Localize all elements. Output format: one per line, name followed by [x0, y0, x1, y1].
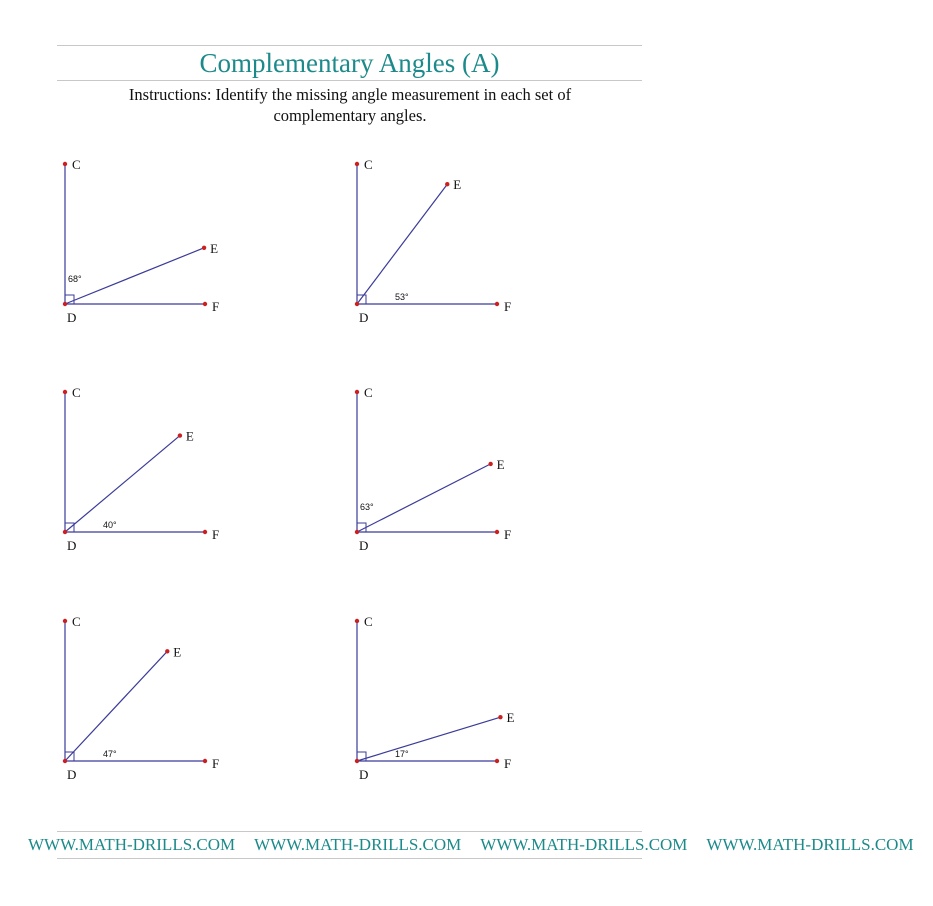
given-angle-label: 53°: [395, 292, 409, 302]
point-c: [63, 619, 67, 623]
point-d: [63, 759, 67, 763]
angle-problem-5: [63, 614, 219, 782]
point-e: [445, 182, 449, 186]
point-f: [203, 759, 207, 763]
angle-problem-4: [355, 385, 511, 553]
ray-de: [357, 464, 491, 532]
point-d: [355, 530, 359, 534]
label-c: C: [364, 614, 373, 629]
point-c: [355, 162, 359, 166]
point-f: [203, 530, 207, 534]
point-d: [355, 759, 359, 763]
point-f: [495, 302, 499, 306]
label-f: F: [212, 299, 220, 314]
footer-watermark-text: WWW.MATH-DRILLS.COM: [28, 835, 236, 854]
point-e: [178, 433, 182, 437]
ray-de: [65, 248, 204, 304]
point-f: [495, 759, 499, 763]
angle-problem-6: [355, 614, 515, 782]
point-c: [355, 390, 359, 394]
given-angle-label: 63°: [360, 502, 374, 512]
instructions: Instructions: Identify the missing angle measurement in each set of complementary angles.: [128, 85, 572, 125]
point-c: [63, 162, 67, 166]
label-d: D: [67, 767, 77, 782]
page-title: Complementary Angles (A): [199, 48, 500, 78]
label-f: F: [212, 527, 220, 542]
point-e: [488, 462, 492, 466]
footer-watermark-strip: [28, 833, 933, 857]
label-f: F: [212, 756, 220, 771]
label-d: D: [359, 767, 369, 782]
point-c: [355, 619, 359, 623]
label-f: F: [504, 756, 512, 771]
given-angle-label: 68°: [68, 274, 82, 284]
label-d: D: [67, 538, 77, 553]
label-e: E: [185, 428, 194, 444]
label-c: C: [364, 385, 373, 400]
footer-watermark-text: WWW.MATH-DRILLS.COM: [254, 835, 462, 854]
footer-watermark-text: WWW.MATH-DRILLS.COM: [706, 835, 914, 854]
angle-problem-1: [63, 157, 219, 325]
ray-de: [65, 436, 180, 532]
label-c: C: [72, 157, 81, 172]
footer-bottom-rule: [57, 858, 642, 859]
label-f: F: [504, 299, 512, 314]
given-angle-label: 40°: [103, 520, 117, 530]
point-e: [165, 649, 169, 653]
label-c: C: [72, 385, 81, 400]
point-f: [495, 530, 499, 534]
point-d: [355, 302, 359, 306]
footer-watermark-text: WWW.MATH-DRILLS.COM: [480, 835, 688, 854]
label-e: E: [173, 644, 182, 660]
angle-problem-2: [355, 157, 511, 325]
label-e: E: [453, 177, 462, 193]
point-e: [498, 715, 502, 719]
label-e: E: [496, 456, 505, 472]
ray-de: [65, 651, 167, 761]
point-c: [63, 390, 67, 394]
footer-watermark: [28, 833, 914, 857]
point-d: [63, 302, 67, 306]
given-angle-label: 47°: [103, 749, 117, 759]
label-d: D: [359, 538, 369, 553]
label-c: C: [72, 614, 81, 629]
label-c: C: [364, 157, 373, 172]
point-f: [203, 302, 207, 306]
label-e: E: [210, 240, 219, 256]
label-d: D: [359, 310, 369, 325]
label-e: E: [506, 710, 515, 726]
given-angle-label: 17°: [395, 749, 409, 759]
angle-problem-3: [63, 385, 219, 553]
point-d: [63, 530, 67, 534]
point-e: [202, 246, 206, 250]
label-d: D: [67, 310, 77, 325]
footer-top-rule: [57, 831, 642, 832]
label-f: F: [504, 527, 512, 542]
ray-de: [357, 184, 447, 304]
ray-de: [357, 717, 500, 761]
